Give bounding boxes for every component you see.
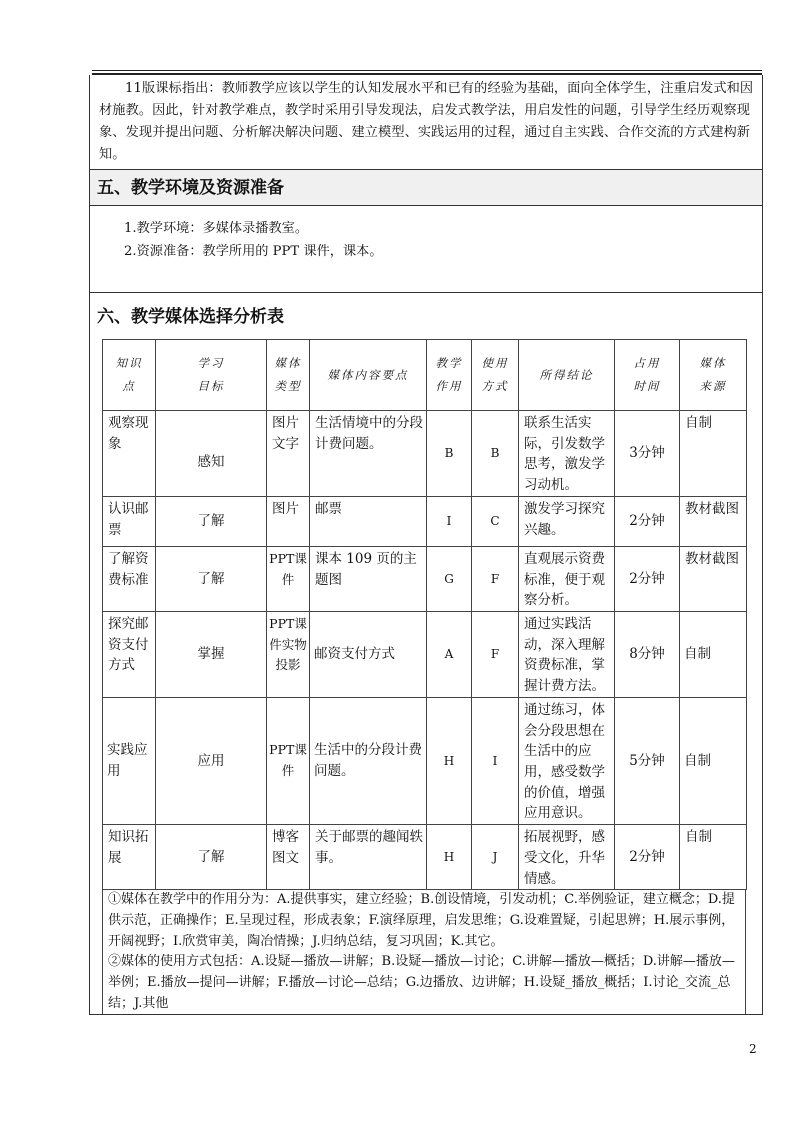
header-time: 占用 时间 (615, 340, 680, 411)
table-row (103, 825, 747, 890)
header-role: 教学 作用 (427, 340, 472, 411)
cell-point: 实践应用 (103, 697, 156, 824)
cell-role: A (427, 611, 472, 697)
cell-method: B (472, 411, 519, 497)
cell-source: 自制 (680, 825, 747, 890)
cell-time: 8分钟 (615, 611, 680, 697)
page-number: 2 (749, 1042, 757, 1056)
cell-content: 课本 109 页的主题图 (310, 546, 427, 611)
cell-time: 5分钟 (615, 697, 680, 824)
cell-type: PPT课件 (267, 697, 310, 824)
cell-conclusion: 拓展视野，感受文化，升华情感。 (519, 825, 615, 890)
cell-conclusion: 激发学习探究兴趣。 (519, 496, 615, 546)
cell-source: 自制 (680, 411, 747, 497)
cell-source: 自制 (680, 611, 747, 697)
cell-goal: 掌握 (156, 611, 267, 697)
cell-goal: 了解 (156, 496, 267, 546)
cell-method: F (472, 546, 519, 611)
resources-line: 2.资源准备：教学所用的 PPT 课件，课本。 (124, 244, 383, 259)
cell-role: I (427, 496, 472, 546)
cell-method: F (472, 611, 519, 697)
table-row (103, 546, 747, 611)
cell-content: 关于邮票的趣闻轶事。 (310, 825, 427, 890)
cell-role: B (427, 411, 472, 497)
cell-type: 图片 (267, 496, 310, 546)
cell-method: C (472, 496, 519, 546)
cell-time: 3分钟 (615, 411, 680, 497)
cell-content: 生活情境中的分段计费问题。 (310, 411, 427, 497)
header-conclusion: 所得结论 (519, 340, 615, 411)
cell-goal: 应用 (156, 697, 267, 824)
cell-type: PPT课件 (267, 546, 310, 611)
cell-point: 探究邮资支付方式 (103, 611, 156, 697)
table-footnotes (102, 890, 746, 1014)
cell-point: 知识拓展 (103, 825, 156, 890)
cell-conclusion: 直观展示资费标准，便于观察分析。 (519, 546, 615, 611)
cell-goal: 了解 (156, 825, 267, 890)
cell-time: 2分钟 (615, 546, 680, 611)
lesson-plan-frame (89, 75, 763, 1015)
header-source: 媒体 来源 (680, 340, 747, 411)
cell-method: J (472, 825, 519, 890)
cell-point: 观察现象 (103, 411, 156, 497)
cell-point: 认识邮票 (103, 496, 156, 546)
header-goal: 学习 目标 (156, 340, 267, 411)
section-5-body (90, 206, 762, 292)
cell-point: 了解资费标准 (103, 546, 156, 611)
cell-role: G (427, 546, 472, 611)
intro-paragraph: 11版课标指出：教师教学应该以学生的认知发展水平和已有的经验为基础，面向全体学生，注重启发式和因材施教。因此，针对教学难点，教学时采用引导发现法，启发式教学法，用启发性的问题，引导学生经历观察现象、发现并提出问题、分析解决解决问题、建立模型、实践运用的过程，通过自主实践、合作交流的方式建构新知。 (99, 81, 754, 162)
table-row (103, 697, 747, 824)
section-5-title: 五、教学环境及资源准备 (90, 169, 762, 206)
cell-type: 博客图文 (267, 825, 310, 890)
note-media-roles: ①媒体在教学中的作用分为：A.提供事实，建立经验；B.创设情境，引发动机；C.举例验证，建立概念；D.提供示范，正确操作；E.呈现过程，形成表象；F.演绎原理，启发思维；G.设难置疑，引起思辨；H.展示事例，开阔视野；I.欣赏审美，陶冶情操；J.归纳总结，复习巩固；K.其它。 (108, 892, 735, 949)
environment-line: 1.教学环境：多媒体录播教室。 (124, 221, 309, 236)
table-row (103, 496, 747, 546)
cell-source: 教材截图 (680, 496, 747, 546)
cell-content: 邮票 (310, 496, 427, 546)
media-table-wrap (90, 339, 762, 1014)
cell-conclusion: 通过练习，体会分段思想在生活中的应用，感受数学的价值，增强应用意识。 (519, 697, 615, 824)
table-header-row (103, 340, 747, 411)
table-row (103, 611, 747, 697)
header-rule-thin (92, 70, 762, 71)
cell-time: 2分钟 (615, 825, 680, 890)
cell-content: 生活中的分段计费问题。 (310, 697, 427, 824)
cell-time: 2分钟 (615, 496, 680, 546)
section-6-title: 六、教学媒体选择分析表 (90, 292, 762, 339)
table-row (103, 411, 747, 497)
header-point: 知识 点 (103, 340, 156, 411)
cell-type: 图片文字 (267, 411, 310, 497)
media-analysis-table (102, 339, 747, 890)
cell-type: PPT课件实物投影 (267, 611, 310, 697)
cell-source: 自制 (680, 697, 747, 824)
cell-conclusion: 通过实践活动，深入理解资费标准，掌握计费方法。 (519, 611, 615, 697)
header-media-type: 媒体 类型 (267, 340, 310, 411)
cell-method: I (472, 697, 519, 824)
cell-goal: 感知 (156, 411, 267, 497)
cell-source: 教材截图 (680, 546, 747, 611)
cell-content: 邮资支付方式 (310, 611, 427, 697)
note-usage-methods: ②媒体的使用方式包括：A.设疑—播放—讲解；B.设疑—播放—讨论；C.讲解—播放—概括；D.讲解—播放—举例；E.播放—提问—讲解；F.播放—讨论—总结；G.边播放、边讲解；H.设疑_播放_概括；I.讨论_交流_总结；J.其他 (108, 954, 735, 1011)
cell-goal: 了解 (156, 546, 267, 611)
cell-role: H (427, 825, 472, 890)
cell-role: H (427, 697, 472, 824)
cell-conclusion: 联系生活实际，引发数学思考，激发学习动机。 (519, 411, 615, 497)
header-method: 使用 方式 (472, 340, 519, 411)
header-content: 媒体内容要点 (310, 340, 427, 411)
